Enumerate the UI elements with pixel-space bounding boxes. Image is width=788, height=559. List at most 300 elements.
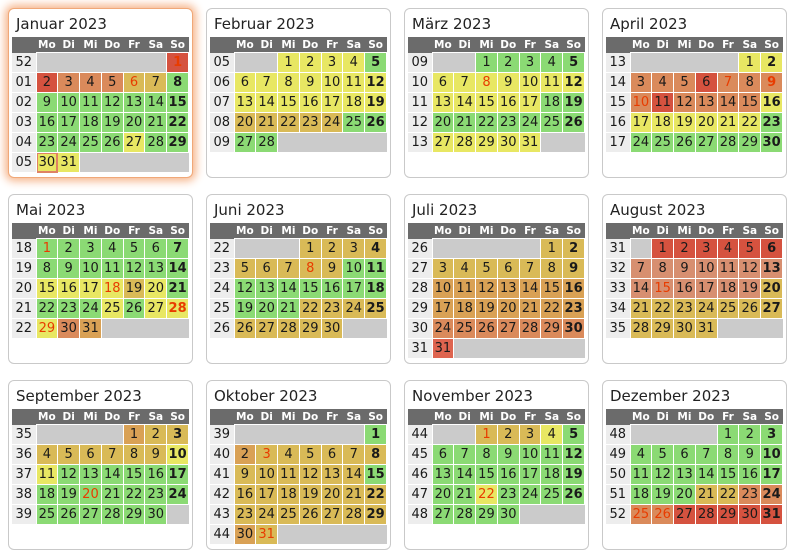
- day-cell: 31: [432, 339, 454, 359]
- day-cell: 22: [299, 299, 321, 319]
- day-cell: 3: [432, 259, 454, 279]
- day-cell: 24: [321, 113, 343, 133]
- empty-cell: [717, 319, 739, 339]
- day-cell: 17: [167, 465, 189, 485]
- day-header-sa: Sa: [541, 37, 563, 53]
- empty-cell: [432, 425, 454, 445]
- day-header-fr: Fr: [123, 409, 145, 425]
- week-number: 26: [408, 239, 432, 259]
- day-cell: 14: [695, 465, 717, 485]
- day-cell: 2: [739, 425, 761, 445]
- day-cell: 16: [497, 465, 519, 485]
- month-table: [606, 223, 783, 339]
- day-cell: 15: [365, 465, 387, 485]
- empty-cell: [652, 425, 674, 445]
- day-header-sa: Sa: [343, 409, 365, 425]
- empty-cell: [343, 425, 365, 445]
- day-cell: 28: [519, 319, 541, 339]
- empty-cell: [519, 339, 541, 359]
- day-cell: 31: [519, 133, 541, 153]
- day-cell: 10: [167, 445, 189, 465]
- empty-cell: [101, 53, 123, 73]
- week-number: 32: [606, 259, 630, 279]
- empty-cell: [652, 53, 674, 73]
- day-cell: 7: [167, 239, 189, 259]
- day-header-fr: Fr: [321, 223, 343, 239]
- day-cell: 25: [717, 299, 739, 319]
- empty-cell: [234, 425, 256, 445]
- day-cell: 16: [36, 113, 58, 133]
- week-number: 50: [606, 465, 630, 485]
- week-number: 20: [12, 279, 36, 299]
- week-number: 44: [210, 525, 234, 545]
- day-cell: 31: [58, 153, 80, 173]
- month-title: Oktober 2023: [214, 387, 318, 405]
- day-cell: 12: [652, 465, 674, 485]
- week-number: 07: [210, 93, 234, 113]
- day-cell: 28: [167, 299, 189, 319]
- month-title: September 2023: [16, 387, 142, 405]
- day-cell: 22: [476, 113, 498, 133]
- day-cell: 2: [36, 73, 58, 93]
- day-cell: 12: [476, 279, 498, 299]
- empty-cell: [321, 525, 343, 545]
- day-cell: 18: [541, 465, 563, 485]
- day-cell: 25: [80, 133, 102, 153]
- day-cell: 7: [454, 73, 476, 93]
- empty-cell: [674, 53, 696, 73]
- empty-cell: [365, 133, 387, 153]
- day-header-mo: Mo: [630, 223, 652, 239]
- week-number: 16: [606, 113, 630, 133]
- week-number: 04: [12, 133, 36, 153]
- day-cell: 16: [674, 279, 696, 299]
- week-number: 37: [12, 465, 36, 485]
- day-header-fr: Fr: [717, 37, 739, 53]
- day-cell: 28: [454, 505, 476, 525]
- day-header-mi: Mi: [80, 409, 102, 425]
- day-header-so: So: [365, 37, 387, 53]
- day-cell: 5: [674, 73, 696, 93]
- week-number: 48: [408, 505, 432, 525]
- day-cell: 3: [321, 53, 343, 73]
- empty-cell: [256, 239, 278, 259]
- day-cell: 8: [299, 259, 321, 279]
- day-header-mi: Mi: [80, 37, 102, 53]
- day-header-fr: Fr: [321, 409, 343, 425]
- month-card-april: [602, 8, 787, 178]
- week-number: 43: [210, 505, 234, 525]
- day-header-mi: Mi: [278, 37, 300, 53]
- day-cell: 9: [299, 73, 321, 93]
- day-cell: 13: [761, 259, 783, 279]
- day-cell: 13: [674, 465, 696, 485]
- day-cell: 10: [761, 445, 783, 465]
- week-number-header: [12, 37, 36, 53]
- week-number: 47: [408, 485, 432, 505]
- day-header-di: Di: [256, 37, 278, 53]
- day-cell: 4: [630, 445, 652, 465]
- week-number: 24: [210, 279, 234, 299]
- month-table: [210, 409, 387, 545]
- day-header-di: Di: [652, 223, 674, 239]
- empty-cell: [497, 239, 519, 259]
- week-number-header: [210, 409, 234, 425]
- day-cell: 15: [476, 465, 498, 485]
- day-cell: 26: [476, 319, 498, 339]
- day-cell: 5: [476, 259, 498, 279]
- day-cell: 29: [717, 505, 739, 525]
- day-cell: 1: [365, 425, 387, 445]
- day-cell: 29: [476, 505, 498, 525]
- empty-cell: [519, 505, 541, 525]
- week-number: 05: [12, 153, 36, 173]
- day-cell: 5: [58, 445, 80, 465]
- month-title: Mai 2023: [16, 201, 86, 219]
- day-cell: 4: [454, 259, 476, 279]
- week-number-header: [408, 409, 432, 425]
- day-cell: 6: [497, 259, 519, 279]
- week-number: 35: [606, 319, 630, 339]
- week-number: 01: [12, 73, 36, 93]
- month-title: Februar 2023: [214, 15, 315, 33]
- day-cell: 7: [519, 259, 541, 279]
- day-cell: 23: [674, 299, 696, 319]
- day-cell: 24: [761, 485, 783, 505]
- week-number: 31: [606, 239, 630, 259]
- day-cell: 4: [365, 239, 387, 259]
- empty-cell: [476, 239, 498, 259]
- day-cell: 3: [80, 239, 102, 259]
- week-number: 38: [12, 485, 36, 505]
- day-cell: 19: [123, 279, 145, 299]
- week-number: 39: [210, 425, 234, 445]
- day-cell: 16: [234, 485, 256, 505]
- day-cell: 21: [101, 485, 123, 505]
- day-cell: 18: [101, 279, 123, 299]
- empty-cell: [454, 239, 476, 259]
- day-cell: 21: [256, 113, 278, 133]
- day-cell: 21: [145, 113, 167, 133]
- day-cell: 2: [321, 239, 343, 259]
- day-cell: 14: [145, 93, 167, 113]
- day-header-di: Di: [58, 223, 80, 239]
- day-cell: 5: [563, 425, 585, 445]
- day-cell: 16: [739, 465, 761, 485]
- day-header-so: So: [761, 223, 783, 239]
- day-cell: 3: [256, 445, 278, 465]
- day-cell: 1: [476, 53, 498, 73]
- day-cell: 14: [343, 465, 365, 485]
- day-cell: 6: [123, 73, 145, 93]
- week-number: 36: [12, 445, 36, 465]
- day-cell: 30: [739, 505, 761, 525]
- week-number-header: [408, 37, 432, 53]
- day-cell: 25: [454, 319, 476, 339]
- week-number: 08: [210, 113, 234, 133]
- day-cell: 23: [497, 113, 519, 133]
- day-cell: 20: [234, 113, 256, 133]
- day-cell: 29: [739, 133, 761, 153]
- day-header-sa: Sa: [541, 409, 563, 425]
- day-cell: 5: [365, 53, 387, 73]
- day-cell: 11: [541, 445, 563, 465]
- day-cell: 17: [695, 279, 717, 299]
- day-cell: 1: [739, 53, 761, 73]
- day-cell: 11: [717, 259, 739, 279]
- day-cell: 12: [365, 73, 387, 93]
- day-cell: 6: [234, 73, 256, 93]
- week-number: 12: [408, 113, 432, 133]
- empty-cell: [497, 339, 519, 359]
- day-cell: 13: [432, 465, 454, 485]
- day-header-mi: Mi: [80, 223, 102, 239]
- empty-cell: [630, 239, 652, 259]
- day-cell: 14: [278, 279, 300, 299]
- empty-cell: [454, 53, 476, 73]
- week-number: 18: [12, 239, 36, 259]
- day-cell: 29: [167, 133, 189, 153]
- day-header-do: Do: [497, 409, 519, 425]
- week-number-header: [12, 409, 36, 425]
- day-header-so: So: [563, 223, 585, 239]
- empty-cell: [365, 525, 387, 545]
- day-cell: 24: [695, 299, 717, 319]
- day-cell: 26: [299, 505, 321, 525]
- day-cell: 9: [321, 259, 343, 279]
- day-cell: 1: [476, 425, 498, 445]
- day-cell: 29: [36, 319, 58, 339]
- empty-cell: [563, 339, 585, 359]
- day-cell: 22: [652, 299, 674, 319]
- day-header-do: Do: [695, 409, 717, 425]
- day-cell: 9: [145, 445, 167, 465]
- day-header-mo: Mo: [234, 223, 256, 239]
- day-cell: 9: [234, 465, 256, 485]
- empty-cell: [717, 53, 739, 73]
- day-cell: 9: [58, 259, 80, 279]
- empty-cell: [123, 53, 145, 73]
- day-cell: 23: [36, 133, 58, 153]
- day-cell: 16: [58, 279, 80, 299]
- day-header-mo: Mo: [36, 409, 58, 425]
- empty-cell: [695, 425, 717, 445]
- day-cell: 18: [541, 93, 563, 113]
- day-cell: 25: [36, 505, 58, 525]
- day-cell: 29: [299, 319, 321, 339]
- day-cell: 17: [630, 113, 652, 133]
- empty-cell: [101, 319, 123, 339]
- month-table: [408, 409, 585, 525]
- day-cell: 10: [321, 73, 343, 93]
- empty-cell: [476, 339, 498, 359]
- day-cell: 10: [630, 93, 652, 113]
- day-cell: 10: [695, 259, 717, 279]
- day-cell: 29: [541, 319, 563, 339]
- day-cell: 18: [652, 113, 674, 133]
- day-cell: 19: [234, 299, 256, 319]
- month-title: Juli 2023: [412, 201, 478, 219]
- empty-cell: [80, 53, 102, 73]
- day-cell: 26: [563, 113, 585, 133]
- day-cell: 12: [101, 93, 123, 113]
- day-cell: 30: [145, 505, 167, 525]
- day-cell: 5: [299, 445, 321, 465]
- day-header-sa: Sa: [145, 223, 167, 239]
- month-title: Juni 2023: [214, 201, 285, 219]
- day-cell: 31: [80, 319, 102, 339]
- day-cell: 1: [652, 239, 674, 259]
- day-cell: 29: [365, 505, 387, 525]
- day-cell: 5: [739, 239, 761, 259]
- day-cell: 15: [739, 93, 761, 113]
- day-cell: 25: [541, 485, 563, 505]
- day-cell: 16: [145, 465, 167, 485]
- day-cell: 28: [717, 133, 739, 153]
- day-header-mo: Mo: [36, 37, 58, 53]
- day-header-di: Di: [454, 409, 476, 425]
- day-cell: 22: [278, 113, 300, 133]
- day-cell: 13: [695, 93, 717, 113]
- day-cell: 11: [101, 259, 123, 279]
- month-card-januar: [8, 8, 193, 178]
- week-number-header: [606, 223, 630, 239]
- day-cell: 3: [519, 53, 541, 73]
- day-cell: 3: [761, 425, 783, 445]
- week-number: 17: [606, 133, 630, 153]
- day-cell: 31: [256, 525, 278, 545]
- week-number-header: [606, 37, 630, 53]
- day-header-do: Do: [497, 37, 519, 53]
- day-cell: 17: [343, 279, 365, 299]
- day-cell: 27: [497, 319, 519, 339]
- week-number: 22: [12, 319, 36, 339]
- day-header-so: So: [167, 37, 189, 53]
- day-cell: 20: [256, 299, 278, 319]
- day-cell: 20: [80, 485, 102, 505]
- day-cell: 19: [58, 485, 80, 505]
- day-cell: 25: [365, 299, 387, 319]
- empty-cell: [563, 505, 585, 525]
- day-cell: 4: [36, 445, 58, 465]
- week-number: 35: [12, 425, 36, 445]
- day-header-di: Di: [256, 223, 278, 239]
- day-cell: 22: [123, 485, 145, 505]
- day-header-do: Do: [299, 37, 321, 53]
- day-cell: 20: [432, 485, 454, 505]
- day-cell: 2: [761, 53, 783, 73]
- day-cell: 26: [652, 505, 674, 525]
- day-cell: 25: [652, 133, 674, 153]
- day-cell: 14: [454, 93, 476, 113]
- month-table: [12, 409, 189, 525]
- day-cell: 8: [365, 445, 387, 465]
- empty-cell: [101, 153, 123, 173]
- day-cell: 2: [234, 445, 256, 465]
- day-cell: 6: [674, 445, 696, 465]
- week-number: 26: [210, 319, 234, 339]
- day-cell: 24: [256, 505, 278, 525]
- week-number: 22: [210, 239, 234, 259]
- day-cell: 26: [58, 505, 80, 525]
- empty-cell: [739, 319, 761, 339]
- day-cell: 29: [652, 319, 674, 339]
- day-cell: 30: [36, 153, 58, 173]
- day-cell: 28: [278, 319, 300, 339]
- day-cell: 6: [695, 73, 717, 93]
- day-cell: 5: [123, 239, 145, 259]
- day-cell: 22: [717, 485, 739, 505]
- day-cell: 8: [541, 259, 563, 279]
- day-cell: 10: [519, 73, 541, 93]
- day-cell: 25: [278, 505, 300, 525]
- day-cell: 5: [652, 445, 674, 465]
- day-cell: 8: [476, 445, 498, 465]
- empty-cell: [630, 425, 652, 445]
- empty-cell: [563, 133, 585, 153]
- day-header-mi: Mi: [476, 409, 498, 425]
- day-cell: 8: [123, 445, 145, 465]
- day-cell: 12: [674, 93, 696, 113]
- day-cell: 14: [454, 465, 476, 485]
- month-card-november: [404, 380, 589, 550]
- day-cell: 21: [519, 299, 541, 319]
- month-card-mai: [8, 194, 193, 364]
- day-cell: 8: [36, 259, 58, 279]
- day-cell: 15: [652, 279, 674, 299]
- day-cell: 27: [234, 133, 256, 153]
- empty-cell: [145, 319, 167, 339]
- week-number: 45: [408, 445, 432, 465]
- day-cell: 6: [80, 445, 102, 465]
- day-cell: 26: [234, 319, 256, 339]
- day-cell: 19: [101, 113, 123, 133]
- day-cell: 30: [321, 319, 343, 339]
- day-cell: 3: [343, 239, 365, 259]
- day-header-mo: Mo: [432, 223, 454, 239]
- day-header-fr: Fr: [519, 409, 541, 425]
- day-cell: 28: [454, 133, 476, 153]
- day-header-so: So: [761, 409, 783, 425]
- day-cell: 18: [36, 485, 58, 505]
- day-header-mo: Mo: [432, 37, 454, 53]
- day-cell: 24: [630, 133, 652, 153]
- week-number: 49: [606, 445, 630, 465]
- week-number: 05: [210, 53, 234, 73]
- empty-cell: [299, 425, 321, 445]
- day-cell: 30: [497, 505, 519, 525]
- day-cell: 21: [343, 485, 365, 505]
- day-cell: 19: [563, 93, 585, 113]
- day-header-do: Do: [497, 223, 519, 239]
- day-cell: 13: [145, 259, 167, 279]
- empty-cell: [36, 53, 58, 73]
- day-cell: 18: [80, 113, 102, 133]
- week-number: 19: [12, 259, 36, 279]
- week-number: 13: [408, 133, 432, 153]
- week-number: 34: [606, 299, 630, 319]
- day-cell: 20: [321, 485, 343, 505]
- week-number: 03: [12, 113, 36, 133]
- day-cell: 2: [58, 239, 80, 259]
- day-cell: 4: [343, 53, 365, 73]
- day-cell: 28: [101, 505, 123, 525]
- day-header-mi: Mi: [674, 37, 696, 53]
- day-cell: 3: [167, 425, 189, 445]
- week-number: 06: [210, 73, 234, 93]
- day-cell: 15: [123, 465, 145, 485]
- day-cell: 14: [167, 259, 189, 279]
